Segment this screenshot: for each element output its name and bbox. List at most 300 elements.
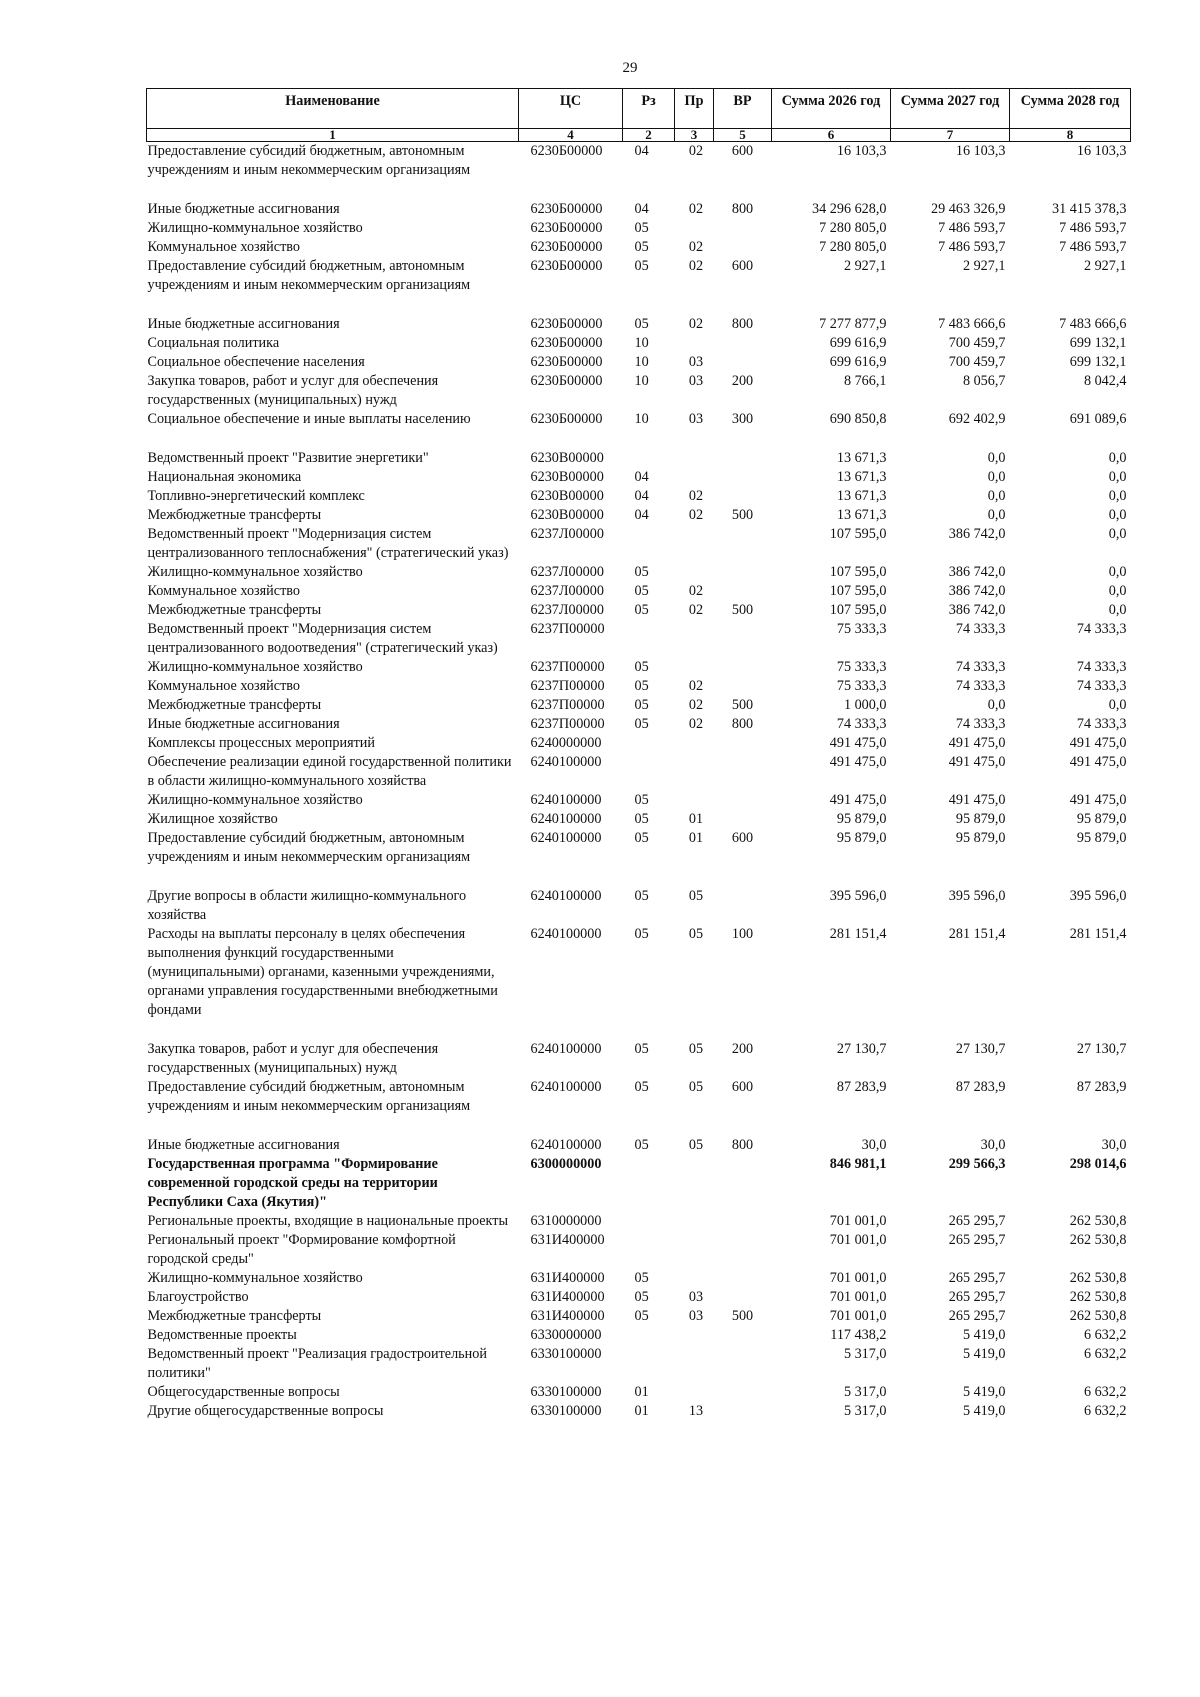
row-subsection-code <box>675 791 714 810</box>
row-sum-2028: 0,0 <box>1108 583 1127 599</box>
row-section-code <box>623 734 675 753</box>
row-sum-2027: 0,0 <box>987 469 1006 485</box>
row-name: Иные бюджетные ассигнования <box>147 716 340 732</box>
row-name: Межбюджетные трансферты <box>147 602 322 618</box>
row-sum-2026: 107 595,0 <box>829 602 887 618</box>
row-expense-type-code <box>714 1383 772 1402</box>
row-expense-type-code <box>714 353 772 372</box>
row-section-code: 10 <box>634 411 649 427</box>
row-expense-type-code <box>714 1288 772 1307</box>
row-target-article-code: 631И400000 <box>530 1289 605 1305</box>
row-sum-2028: 31 415 378,3 <box>1052 201 1127 217</box>
row-subsection-code: 02 <box>688 678 704 694</box>
table-row <box>147 887 1131 925</box>
row-expense-type-code <box>714 238 772 257</box>
table-header-row <box>147 89 1131 129</box>
row-sum-2027: 0,0 <box>987 488 1006 504</box>
row-section-code: 05 <box>634 220 649 236</box>
row-sum-2027: 386 742,0 <box>948 602 1006 618</box>
row-sum-2027: 491 475,0 <box>948 754 1006 770</box>
row-subsection-code: 02 <box>688 602 704 618</box>
table-row <box>147 563 1131 582</box>
row-name: Коммунальное хозяйство <box>147 583 300 599</box>
row-sum-2028: 95 879,0 <box>1076 830 1127 846</box>
row-expense-type-code: 500 <box>731 1308 754 1324</box>
row-target-article-code: 6237П00000 <box>530 716 605 732</box>
row-target-article-code: 6240100000 <box>530 754 602 770</box>
column-number: 1 <box>147 129 519 142</box>
row-sum-2028: 2 927,1 <box>1083 258 1127 274</box>
row-sum-2026: 107 595,0 <box>829 583 887 599</box>
row-expense-type-code: 500 <box>731 602 754 618</box>
row-section-code: 05 <box>634 564 649 580</box>
row-target-article-code: 6237П00000 <box>530 659 605 675</box>
row-subsection-code <box>675 1231 714 1269</box>
row-subsection-code <box>675 219 714 238</box>
row-section-code <box>623 449 675 468</box>
table-row <box>147 487 1131 506</box>
row-section-code: 10 <box>634 373 649 389</box>
row-target-article-code: 6230Б00000 <box>530 239 603 255</box>
row-subsection-code: 05 <box>688 1137 704 1153</box>
row-subsection-code <box>675 753 714 791</box>
row-target-article-code: 631И400000 <box>530 1270 605 1286</box>
row-sum-2026: 1 000,0 <box>843 697 887 713</box>
row-section-code <box>623 1326 675 1345</box>
row-section-code: 05 <box>634 811 649 827</box>
row-sum-2028: 6 632,2 <box>1083 1346 1127 1362</box>
row-expense-type-code: 800 <box>731 1137 754 1153</box>
row-name: Жилищно-коммунальное хозяйство <box>147 1270 363 1286</box>
row-subsection-code: 13 <box>688 1403 704 1419</box>
row-sum-2026: 690 850,8 <box>829 411 887 427</box>
row-name: Межбюджетные трансферты <box>147 697 322 713</box>
row-section-code <box>623 1155 675 1212</box>
row-subsection-code <box>675 620 714 658</box>
row-sum-2026: 701 001,0 <box>829 1289 887 1305</box>
row-expense-type-code <box>714 620 772 658</box>
column-number-row <box>147 129 1131 142</box>
header-sum-2028: Сумма 2028 год <box>1010 89 1131 129</box>
row-sum-2027: 265 295,7 <box>948 1232 1006 1248</box>
row-name: Предоставление субсидий бюджетным, автономным учреждениям и иным некоммерческим организациям <box>147 258 471 293</box>
row-sum-2026: 491 475,0 <box>829 735 887 751</box>
row-target-article-code: 6230Б00000 <box>530 411 603 427</box>
row-sum-2026: 5 317,0 <box>843 1403 887 1419</box>
row-sum-2027: 265 295,7 <box>948 1289 1006 1305</box>
row-section-code: 05 <box>634 258 649 274</box>
row-sum-2026: 491 475,0 <box>829 792 887 808</box>
row-expense-type-code <box>714 677 772 696</box>
row-sum-2026: 699 616,9 <box>829 335 887 351</box>
row-sum-2027: 491 475,0 <box>948 735 1006 751</box>
table-row <box>147 468 1131 487</box>
row-expense-type-code <box>714 734 772 753</box>
row-sum-2028: 87 283,9 <box>1076 1079 1127 1095</box>
row-sum-2026: 281 151,4 <box>829 926 887 942</box>
table-row <box>147 658 1131 677</box>
row-section-code: 05 <box>634 888 649 904</box>
row-subsection-code: 05 <box>688 1079 704 1095</box>
row-sum-2028: 6 632,2 <box>1083 1327 1127 1343</box>
column-number: 8 <box>1010 129 1131 142</box>
row-expense-type-code <box>714 1345 772 1383</box>
row-sum-2026: 107 595,0 <box>829 526 887 542</box>
row-expense-type-code <box>714 1155 772 1212</box>
row-target-article-code: 6300000000 <box>530 1156 602 1172</box>
row-target-article-code: 6240100000 <box>530 888 602 904</box>
row-sum-2028: 95 879,0 <box>1076 811 1127 827</box>
row-name: Ведомственный проект "Развитие энергетики" <box>147 450 429 466</box>
row-sum-2027: 2 927,1 <box>962 258 1006 274</box>
row-expense-type-code: 600 <box>731 143 754 159</box>
table-row <box>147 925 1131 1040</box>
row-sum-2027: 16 103,3 <box>955 143 1006 159</box>
row-name: Социальная политика <box>147 335 280 351</box>
row-name: Региональный проект "Формирование комфортной городской среды" <box>147 1232 456 1267</box>
row-name: Межбюджетные трансферты <box>147 1308 322 1324</box>
table-row <box>147 334 1131 353</box>
column-number: 2 <box>623 129 675 142</box>
row-target-article-code: 6230Б00000 <box>530 335 603 351</box>
row-name: Жилищно-коммунальное хозяйство <box>147 564 363 580</box>
row-target-article-code: 6237Л00000 <box>530 602 604 618</box>
row-name: Закупка товаров, работ и услуг для обеспечения государственных (муниципальных) нужд <box>147 1041 439 1076</box>
row-subsection-code <box>675 1345 714 1383</box>
row-name: Комплексы процессных мероприятий <box>147 735 375 751</box>
row-name: Другие вопросы в области жилищно-коммунального хозяйства <box>147 888 467 923</box>
row-expense-type-code <box>714 449 772 468</box>
row-section-code: 04 <box>634 143 649 159</box>
row-sum-2026: 8 766,1 <box>843 373 887 389</box>
row-expense-type-code: 500 <box>731 507 754 523</box>
row-subsection-code: 03 <box>688 373 704 389</box>
row-sum-2028: 0,0 <box>1108 564 1127 580</box>
row-section-code: 05 <box>634 1041 649 1057</box>
row-sum-2028: 74 333,3 <box>1076 621 1127 637</box>
row-sum-2028: 0,0 <box>1108 469 1127 485</box>
row-expense-type-code: 500 <box>731 697 754 713</box>
column-number: 4 <box>519 129 623 142</box>
row-sum-2026: 2 927,1 <box>843 258 887 274</box>
row-sum-2027: 74 333,3 <box>955 678 1006 694</box>
row-sum-2027: 265 295,7 <box>948 1308 1006 1324</box>
row-sum-2026: 13 671,3 <box>836 488 887 504</box>
row-expense-type-code <box>714 810 772 829</box>
row-sum-2027: 700 459,7 <box>948 354 1006 370</box>
table-row <box>147 142 1131 201</box>
row-sum-2027: 5 419,0 <box>962 1384 1006 1400</box>
row-subsection-code: 05 <box>688 1041 704 1057</box>
row-section-code <box>623 1345 675 1383</box>
table-row <box>147 1040 1131 1078</box>
row-sum-2028: 491 475,0 <box>1069 735 1127 751</box>
row-section-code: 05 <box>634 602 649 618</box>
row-sum-2027: 7 483 666,6 <box>938 316 1006 332</box>
row-sum-2028: 74 333,3 <box>1076 678 1127 694</box>
row-section-code: 10 <box>634 335 649 351</box>
row-section-code: 05 <box>634 316 649 332</box>
table-row <box>147 1212 1131 1231</box>
row-target-article-code: 6230В00000 <box>530 469 604 485</box>
row-section-code: 05 <box>634 1289 649 1305</box>
table-row <box>147 1383 1131 1402</box>
row-sum-2028: 0,0 <box>1108 507 1127 523</box>
header-sum-2026: Сумма 2026 год <box>772 89 891 129</box>
row-subsection-code: 02 <box>688 716 704 732</box>
row-sum-2027: 74 333,3 <box>955 716 1006 732</box>
row-sum-2026: 13 671,3 <box>836 450 887 466</box>
row-target-article-code: 6237Л00000 <box>530 526 604 542</box>
row-sum-2028: 0,0 <box>1108 488 1127 504</box>
table-row <box>147 1078 1131 1136</box>
row-sum-2026: 701 001,0 <box>829 1232 887 1248</box>
row-name: Ведомственный проект "Модернизация систем централизованного теплоснабжения" (стратегический указ) <box>147 526 509 561</box>
row-subsection-code: 02 <box>688 697 704 713</box>
table-row <box>147 1402 1131 1421</box>
row-name: Иные бюджетные ассигнования <box>147 1137 340 1153</box>
row-sum-2027: 29 463 326,9 <box>931 201 1006 217</box>
row-sum-2026: 75 333,3 <box>836 678 887 694</box>
row-sum-2028: 6 632,2 <box>1083 1403 1127 1419</box>
row-sum-2028: 491 475,0 <box>1069 792 1127 808</box>
table-body <box>147 142 1131 1422</box>
row-expense-type-code <box>714 1212 772 1231</box>
row-sum-2027: 5 419,0 <box>962 1346 1006 1362</box>
row-name: Ведомственный проект "Реализация градостроительной политики" <box>147 1346 487 1381</box>
row-section-code: 05 <box>634 1270 649 1286</box>
row-target-article-code: 6237П00000 <box>530 678 605 694</box>
table-row <box>147 372 1131 410</box>
row-expense-type-code <box>714 791 772 810</box>
row-sum-2028: 0,0 <box>1108 602 1127 618</box>
row-subsection-code: 03 <box>688 354 704 370</box>
row-expense-type-code <box>714 658 772 677</box>
row-expense-type-code <box>714 1231 772 1269</box>
row-subsection-code: 02 <box>688 258 704 274</box>
row-section-code: 05 <box>634 697 649 713</box>
row-sum-2027: 95 879,0 <box>955 830 1006 846</box>
row-sum-2026: 7 277 877,9 <box>819 316 887 332</box>
budget-table <box>146 88 1131 1421</box>
row-subsection-code: 01 <box>688 830 704 846</box>
row-sum-2028: 74 333,3 <box>1076 659 1127 675</box>
row-target-article-code: 6230Б00000 <box>530 316 603 332</box>
row-subsection-code <box>675 734 714 753</box>
row-expense-type-code: 200 <box>731 1041 754 1057</box>
table-row <box>147 1231 1131 1269</box>
table-row <box>147 315 1131 334</box>
row-sum-2027: 395 596,0 <box>948 888 1006 904</box>
row-sum-2028: 281 151,4 <box>1069 926 1127 942</box>
row-expense-type-code: 600 <box>731 830 754 846</box>
table-row <box>147 1269 1131 1288</box>
row-sum-2026: 27 130,7 <box>836 1041 887 1057</box>
row-target-article-code: 6230Б00000 <box>530 373 603 389</box>
row-sum-2027: 0,0 <box>987 697 1006 713</box>
table-row <box>147 506 1131 525</box>
row-sum-2027: 30,0 <box>980 1137 1006 1153</box>
row-target-article-code: 6237П00000 <box>530 697 605 713</box>
row-sum-2026: 95 879,0 <box>836 811 887 827</box>
row-subsection-code: 05 <box>688 926 704 942</box>
row-expense-type-code <box>714 753 772 791</box>
row-expense-type-code <box>714 582 772 601</box>
row-expense-type-code: 300 <box>731 411 754 427</box>
row-subsection-code: 02 <box>688 583 704 599</box>
table-row <box>147 810 1131 829</box>
row-sum-2027: 386 742,0 <box>948 526 1006 542</box>
table-row <box>147 1155 1131 1212</box>
row-sum-2027: 386 742,0 <box>948 583 1006 599</box>
table-row <box>147 200 1131 219</box>
row-expense-type-code: 600 <box>731 258 754 274</box>
row-target-article-code: 6230Б00000 <box>530 258 603 274</box>
row-sum-2027: 281 151,4 <box>948 926 1006 942</box>
row-subsection-code <box>675 1269 714 1288</box>
header-vr: ВР <box>714 89 772 129</box>
row-name: Закупка товаров, работ и услуг для обеспечения государственных (муниципальных) нужд <box>147 373 439 408</box>
row-sum-2028: 16 103,3 <box>1076 143 1127 159</box>
row-subsection-code: 05 <box>688 888 704 904</box>
row-sum-2026: 13 671,3 <box>836 469 887 485</box>
row-sum-2026: 16 103,3 <box>836 143 887 159</box>
row-sum-2028: 691 089,6 <box>1069 411 1127 427</box>
row-section-code: 05 <box>634 926 649 942</box>
table-row <box>147 525 1131 563</box>
row-expense-type-code: 800 <box>731 201 754 217</box>
row-sum-2026: 87 283,9 <box>836 1079 887 1095</box>
row-sum-2026: 75 333,3 <box>836 621 887 637</box>
row-name: Иные бюджетные ассигнования <box>147 201 340 217</box>
row-sum-2027: 265 295,7 <box>948 1270 1006 1286</box>
table-row <box>147 353 1131 372</box>
row-subsection-code <box>675 449 714 468</box>
row-sum-2027: 7 486 593,7 <box>938 239 1006 255</box>
row-subsection-code <box>675 525 714 563</box>
row-sum-2026: 5 317,0 <box>843 1346 887 1362</box>
row-target-article-code: 6237П00000 <box>530 621 605 637</box>
row-sum-2026: 107 595,0 <box>829 564 887 580</box>
row-section-code: 05 <box>634 1137 649 1153</box>
row-section-code: 05 <box>634 830 649 846</box>
row-sum-2027: 8 056,7 <box>962 373 1006 389</box>
row-sum-2027: 386 742,0 <box>948 564 1006 580</box>
table-row <box>147 753 1131 791</box>
row-target-article-code: 6240000000 <box>530 735 602 751</box>
row-sum-2026: 699 616,9 <box>829 354 887 370</box>
row-subsection-code: 03 <box>688 411 704 427</box>
row-sum-2027: 7 486 593,7 <box>938 220 1006 236</box>
row-subsection-code <box>675 1212 714 1231</box>
row-target-article-code: 6240100000 <box>530 1137 602 1153</box>
row-sum-2027: 5 419,0 <box>962 1327 1006 1343</box>
row-sum-2028: 395 596,0 <box>1069 888 1127 904</box>
row-name: Государственная программа "Формирование современной городской среды на территории Республики Саха (Якутия)" <box>147 1156 438 1210</box>
row-section-code: 10 <box>634 354 649 370</box>
row-sum-2028: 7 486 593,7 <box>1059 239 1127 255</box>
row-expense-type-code: 600 <box>731 1079 754 1095</box>
row-sum-2027: 95 879,0 <box>955 811 1006 827</box>
row-target-article-code: 6230Б00000 <box>530 143 603 159</box>
row-sum-2028: 8 042,4 <box>1083 373 1127 389</box>
row-expense-type-code <box>714 1326 772 1345</box>
row-sum-2026: 7 280 805,0 <box>819 220 887 236</box>
row-sum-2028: 6 632,2 <box>1083 1384 1127 1400</box>
row-section-code <box>623 525 675 563</box>
row-name: Расходы на выплаты персоналу в целях обеспечения выполнения функций государственными (муниципальными) органами, казенными учреждениями, органами управления государственными внебюджетными фондами <box>147 926 498 1018</box>
row-sum-2026: 75 333,3 <box>836 659 887 675</box>
row-target-article-code: 6237Л00000 <box>530 564 604 580</box>
row-subsection-code: 02 <box>688 507 704 523</box>
row-sum-2028: 74 333,3 <box>1076 716 1127 732</box>
row-target-article-code: 631И400000 <box>530 1308 605 1324</box>
row-sum-2027: 0,0 <box>987 507 1006 523</box>
row-expense-type-code: 800 <box>731 716 754 732</box>
row-section-code: 04 <box>634 469 649 485</box>
table-row <box>147 1288 1131 1307</box>
row-sum-2028: 699 132,1 <box>1069 354 1127 370</box>
row-target-article-code: 6240100000 <box>530 792 602 808</box>
row-sum-2026: 395 596,0 <box>829 888 887 904</box>
row-name: Другие общегосударственные вопросы <box>147 1403 384 1419</box>
row-target-article-code: 6310000000 <box>530 1213 602 1229</box>
row-target-article-code: 6230Б00000 <box>530 354 603 370</box>
row-sum-2027: 87 283,9 <box>955 1079 1006 1095</box>
row-sum-2028: 262 530,8 <box>1069 1289 1127 1305</box>
row-section-code: 05 <box>634 716 649 732</box>
table-row <box>147 1326 1131 1345</box>
row-sum-2027: 0,0 <box>987 450 1006 466</box>
row-section-code: 05 <box>634 583 649 599</box>
row-name: Благоустройство <box>147 1289 249 1305</box>
row-subsection-code: 01 <box>688 811 704 827</box>
header-cs: ЦС <box>519 89 623 129</box>
row-target-article-code: 6330100000 <box>530 1346 602 1362</box>
row-sum-2026: 34 296 628,0 <box>812 201 887 217</box>
row-sum-2026: 701 001,0 <box>829 1270 887 1286</box>
row-target-article-code: 6237Л00000 <box>530 583 604 599</box>
row-subsection-code: 02 <box>688 143 704 159</box>
row-section-code: 05 <box>634 239 649 255</box>
row-sum-2027: 74 333,3 <box>955 621 1006 637</box>
table-row <box>147 410 1131 449</box>
header-pr: Пр <box>675 89 714 129</box>
row-subsection-code: 02 <box>688 316 704 332</box>
row-expense-type-code <box>714 487 772 506</box>
row-expense-type-code <box>714 525 772 563</box>
row-sum-2028: 491 475,0 <box>1069 754 1127 770</box>
row-name: Жилищное хозяйство <box>147 811 278 827</box>
row-name: Ведомственные проекты <box>147 1327 297 1343</box>
column-number: 6 <box>772 129 891 142</box>
row-expense-type-code <box>714 334 772 353</box>
column-number: 3 <box>675 129 714 142</box>
row-subsection-code <box>675 563 714 582</box>
row-sum-2026: 701 001,0 <box>829 1308 887 1324</box>
row-sum-2026: 5 317,0 <box>843 1384 887 1400</box>
row-expense-type-code <box>714 219 772 238</box>
row-sum-2028: 30,0 <box>1101 1137 1127 1153</box>
row-expense-type-code: 200 <box>731 373 754 389</box>
row-sum-2026: 95 879,0 <box>836 830 887 846</box>
row-sum-2027: 299 566,3 <box>948 1156 1006 1172</box>
row-target-article-code: 6230Б00000 <box>530 201 603 217</box>
row-expense-type-code <box>714 1269 772 1288</box>
table-row <box>147 620 1131 658</box>
row-name: Общегосударственные вопросы <box>147 1384 340 1400</box>
row-name: Межбюджетные трансферты <box>147 507 322 523</box>
